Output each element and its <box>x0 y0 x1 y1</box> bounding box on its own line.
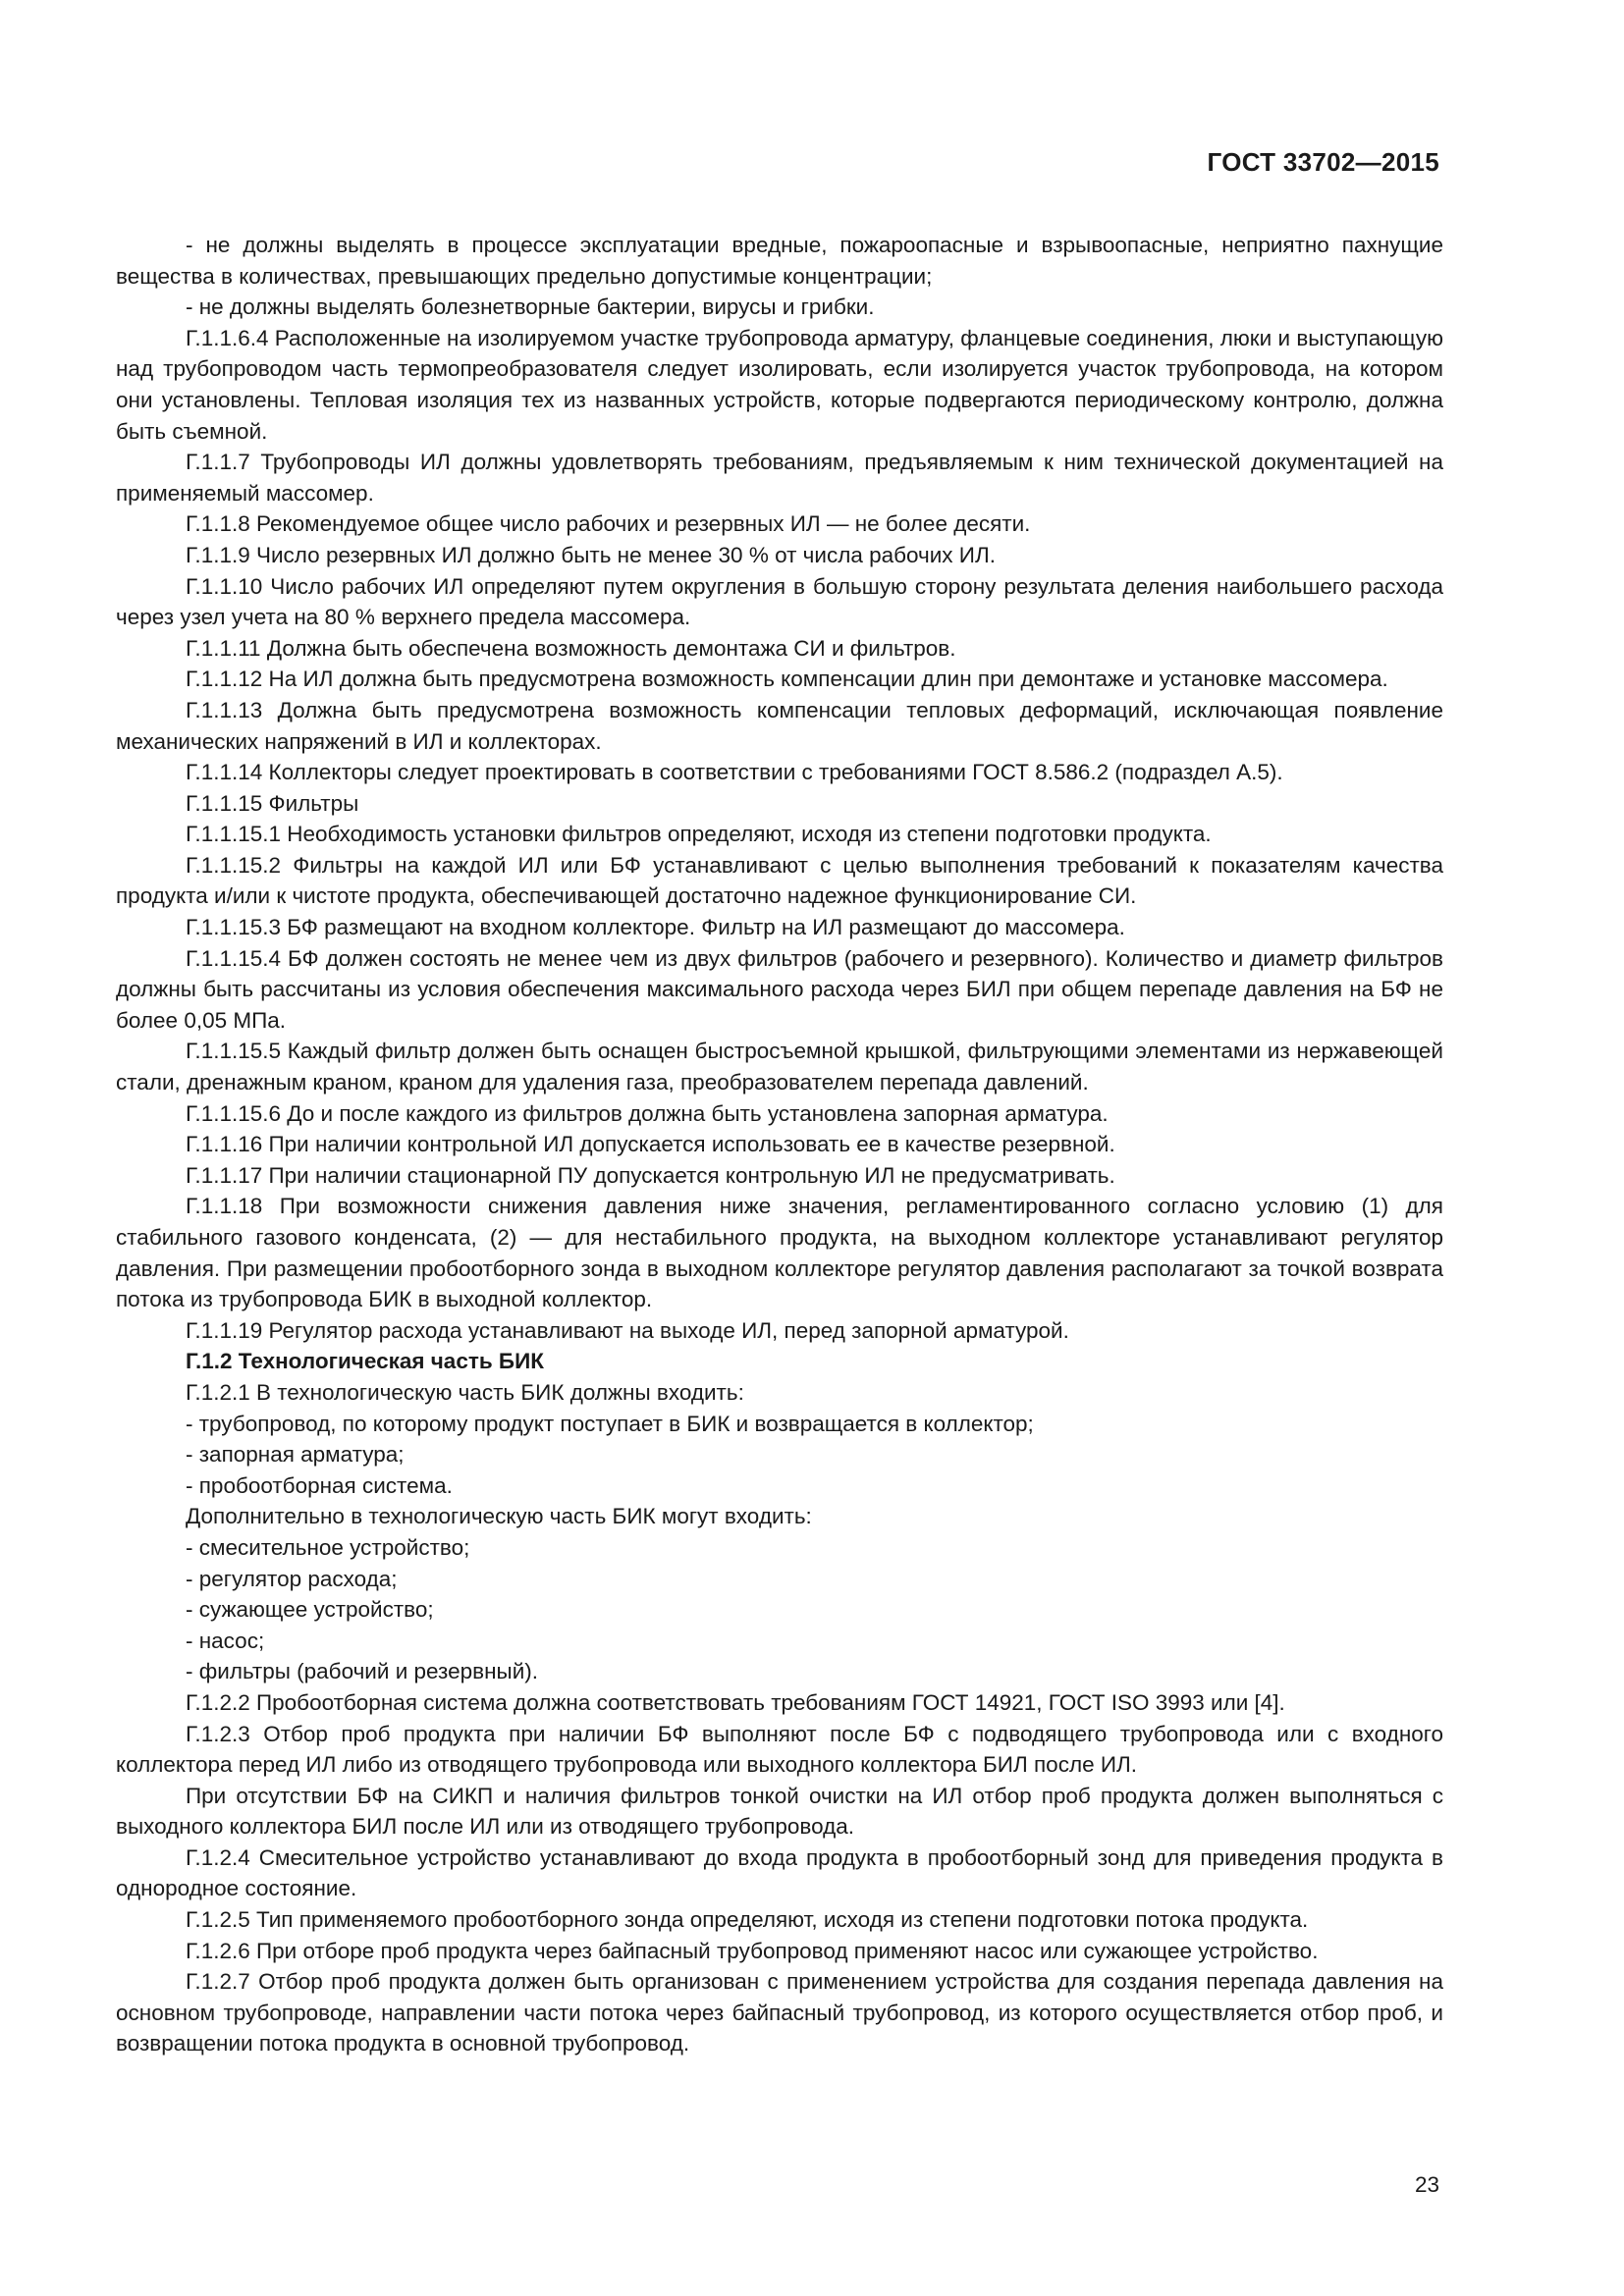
list-item: - пробоотборная система. <box>186 1472 453 1498</box>
page-header <box>0 147 1624 187</box>
page-body <box>116 230 1443 2059</box>
paragraph: Г.1.1.11 Должна быть обеспечена возможность демонтажа СИ и фильтров. <box>186 635 956 661</box>
paragraph: Г.1.1.15.2 Фильтры на каждой ИЛ или БФ устанавливают с целью выполнения требований к показателям качества продукта и/или к чистоте продукта, обеспечивающей достаточно надежное функционирование СИ. <box>116 852 1443 909</box>
paragraph: Г.1.1.13 Должна быть предусмотрена возможность компенсации тепловых деформаций, исключающая появление механических напряжений в ИЛ и коллекторах. <box>116 697 1443 754</box>
paragraph: Г.1.2.3 Отбор проб продукта при наличии БФ выполняют после БФ с подводящего трубопровода или с входного коллектора перед ИЛ либо из отводящего трубопровода или выходного коллектора БИЛ после ИЛ. <box>116 1721 1443 1778</box>
paragraph: Г.1.1.19 Регулятор расхода устанавливают на выходе ИЛ, перед запорной арматурой. <box>186 1317 1069 1343</box>
paragraph: Г.1.2.4 Смесительное устройство устанавливают до входа продукта в пробоотборный зонд для приведения продукта в однородное состояние. <box>116 1844 1443 1901</box>
paragraph: - не должны выделять болезнетворные бактерии, вирусы и грибки. <box>186 294 875 320</box>
section-heading: Г.1.1.15 Фильтры <box>186 790 359 816</box>
paragraph: Г.1.1.10 Число рабочих ИЛ определяют путем округления в большую сторону результата деления наибольшего расхода через узел учета на 80 % верхнего предела массомера. <box>116 573 1443 630</box>
list-item: - сужающее устройство; <box>186 1597 434 1623</box>
paragraph: Г.1.1.18 При возможности снижения давления ниже значения, регламентированного согласно условию (1) для стабильного газового конденсата, (2) — для нестабильного продукта, на выходном коллекторе устанавливают регулятор давления. При размещении пробоотборного зонда в выходном коллекторе регулятор давления располагают за точкой возврата потока из трубопровода БИК в выходной коллектор. <box>116 1194 1443 1312</box>
paragraph: Г.1.1.7 Трубопроводы ИЛ должны удовлетворять требованиям, предъявляемым к ним технической документацией на применяемый массомер. <box>116 450 1443 506</box>
paragraph: Г.1.1.15.5 Каждый фильтр должен быть оснащен быстросъемной крышкой, фильтрующими элементами из нержавеющей стали, дренажным краном, краном для удаления газа, преобразователем перепада давлений. <box>116 1039 1443 1095</box>
paragraph: Г.1.2.7 Отбор проб продукта должен быть организован с применением устройства для создания перепада давления на основном трубопроводе, направлении части потока через байпасный трубопровод, из которого осуществляется отбор проб, и возвращении потока продукта в основной трубопровод. <box>116 1969 1443 2056</box>
paragraph: Г.1.1.8 Рекомендуемое общее число рабочих и резервных ИЛ — не более десяти. <box>186 511 1031 537</box>
paragraph: Г.1.1.15.3 БФ размещают на входном коллекторе. Фильтр на ИЛ размещают до массомера. <box>186 915 1125 940</box>
list-item: - регулятор расхода; <box>186 1566 398 1591</box>
document-code: ГОСТ 33702—2015 <box>1207 147 1439 177</box>
paragraph: Г.1.1.12 На ИЛ должна быть предусмотрена возможность компенсации длин при демонтаже и установке массомера. <box>186 667 1388 692</box>
paragraph: - не должны выделять в процессе эксплуатации вредные, пожароопасные и взрывоопасные, неприятно пахнущие вещества в количествах, превышающих предельно допустимые концентрации; <box>116 233 1443 289</box>
list-item: - запорная арматура; <box>186 1442 405 1468</box>
list-item: - насос; <box>186 1628 265 1653</box>
page-number: 23 <box>1414 2172 1439 2197</box>
paragraph: Г.1.1.9 Число резервных ИЛ должно быть не менее 30 % от числа рабочих ИЛ. <box>186 542 996 567</box>
paragraph: Г.1.2.1 В технологическую часть БИК должны входить: <box>186 1379 744 1405</box>
subsection-heading: Г.1.2 Технологическая часть БИК <box>186 1349 545 1374</box>
paragraph: Г.1.2.2 Пробоотборная система должна соответствовать требованиям ГОСТ 14921, ГОСТ ISO 3993 или [4]. <box>186 1689 1285 1715</box>
list-item: - фильтры (рабочий и резервный). <box>186 1659 539 1684</box>
paragraph: Г.1.1.14 Коллекторы следует проектировать в соответствии с требованиями ГОСТ 8.586.2 (подраздел А.5). <box>186 760 1283 785</box>
paragraph: Г.1.2.6 При отборе проб продукта через байпасный трубопровод применяют насос или сужающее устройство. <box>186 1938 1319 1963</box>
paragraph: Г.1.1.15.6 До и после каждого из фильтров должна быть установлена запорная арматура. <box>186 1100 1109 1126</box>
list-item: - трубопровод, по которому продукт поступает в БИК и возвращается в коллектор; <box>186 1411 1034 1436</box>
paragraph: При отсутствии БФ на СИКП и наличия фильтров тонкой очистки на ИЛ отбор проб продукта должен выполняться с выходного коллектора БИЛ после ИЛ или из отводящего трубопровода. <box>116 1783 1443 1840</box>
paragraph: Г.1.1.15.1 Необходимость установки фильтров определяют, исходя из степени подготовки продукта. <box>186 822 1212 847</box>
paragraph: Г.1.1.17 При наличии стационарной ПУ допускается контрольную ИЛ не предусматривать. <box>186 1162 1115 1188</box>
list-item: - смесительное устройство; <box>186 1534 470 1560</box>
paragraph: Г.1.1.16 При наличии контрольной ИЛ допускается использовать ее в качестве резервной. <box>186 1132 1115 1157</box>
paragraph: Г.1.2.5 Тип применяемого пробоотборного зонда определяют, исходя из степени подготовки потока продукта. <box>186 1907 1309 1933</box>
paragraph: Г.1.1.6.4 Расположенные на изолируемом участке трубопровода арматуру, фланцевые соединения, люки и выступающую над трубопроводом часть термопреобразователя следует изолировать, если изолируется участок трубопровода, на котором они установлены. Тепловая изоляция тех из названных устройств, которые подвергаются периодическому контролю, должна быть съемной. <box>116 325 1443 444</box>
paragraph: Дополнительно в технологическую часть БИК могут входить: <box>186 1504 812 1529</box>
paragraph: Г.1.1.15.4 БФ должен состоять не менее чем из двух фильтров (рабочего и резервного). Количество и диаметр фильтров должны быть рассчитаны из условия обеспечения максимального расхода через БИЛ при общем перепаде давления на БФ не более 0,05 МПа. <box>116 945 1443 1033</box>
